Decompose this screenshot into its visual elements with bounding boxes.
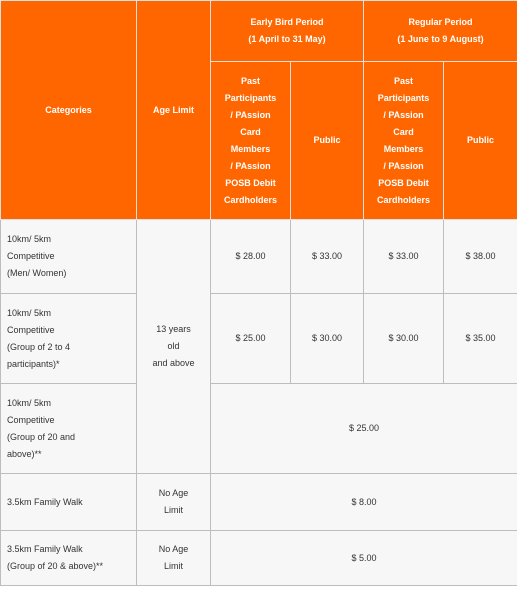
age-limit-cell: No Age Limit [137, 531, 211, 586]
price-cell: $ 30.00 [364, 294, 444, 384]
header-regular-public: Public [444, 62, 517, 220]
header-regular-past-participants: Past Participants / PAssion Card Members / PAssion POSB Debit Cardholders [364, 62, 444, 220]
table-row [1, 384, 517, 474]
header-age-limit: Age Limit [137, 1, 211, 220]
header-early-past-participants: Past Participants / PAssion Card Members / PAssion POSB Debit Cardholders [211, 62, 291, 220]
category-cell: 10km/ 5km Competitive (Men/ Women) [1, 220, 137, 294]
price-cell: $ 35.00 [444, 294, 517, 384]
header-early-public: Public [291, 62, 364, 220]
table-row [1, 220, 517, 294]
price-cell: $ 25.00 [211, 384, 517, 474]
header-regular: Regular Period (1 June to 9 August) [364, 1, 517, 62]
price-cell: $ 5.00 [211, 531, 517, 586]
age-limit-cell: No Age Limit [137, 474, 211, 531]
category-cell: 3.5km Family Walk [1, 474, 137, 531]
price-cell: $ 28.00 [211, 220, 291, 294]
header-categories: Categories [1, 1, 137, 220]
price-cell: $ 33.00 [291, 220, 364, 294]
price-cell: $ 33.00 [364, 220, 444, 294]
price-cell: $ 30.00 [291, 294, 364, 384]
price-cell: $ 8.00 [211, 474, 517, 531]
price-cell: $ 38.00 [444, 220, 517, 294]
age-limit-cell: 13 years old and above [137, 220, 211, 474]
table-row [1, 294, 517, 384]
category-cell: 10km/ 5km Competitive (Group of 20 and above)** [1, 384, 137, 474]
header-early-bird: Early Bird Period (1 April to 31 May) [211, 1, 364, 62]
category-cell: 10km/ 5km Competitive (Group of 2 to 4 participants)* [1, 294, 137, 384]
price-cell: $ 25.00 [211, 294, 291, 384]
category-cell: 3.5km Family Walk (Group of 20 & above)** [1, 531, 137, 586]
table-row [1, 474, 517, 531]
table-row [1, 531, 517, 586]
header-row-1 [1, 1, 517, 62]
